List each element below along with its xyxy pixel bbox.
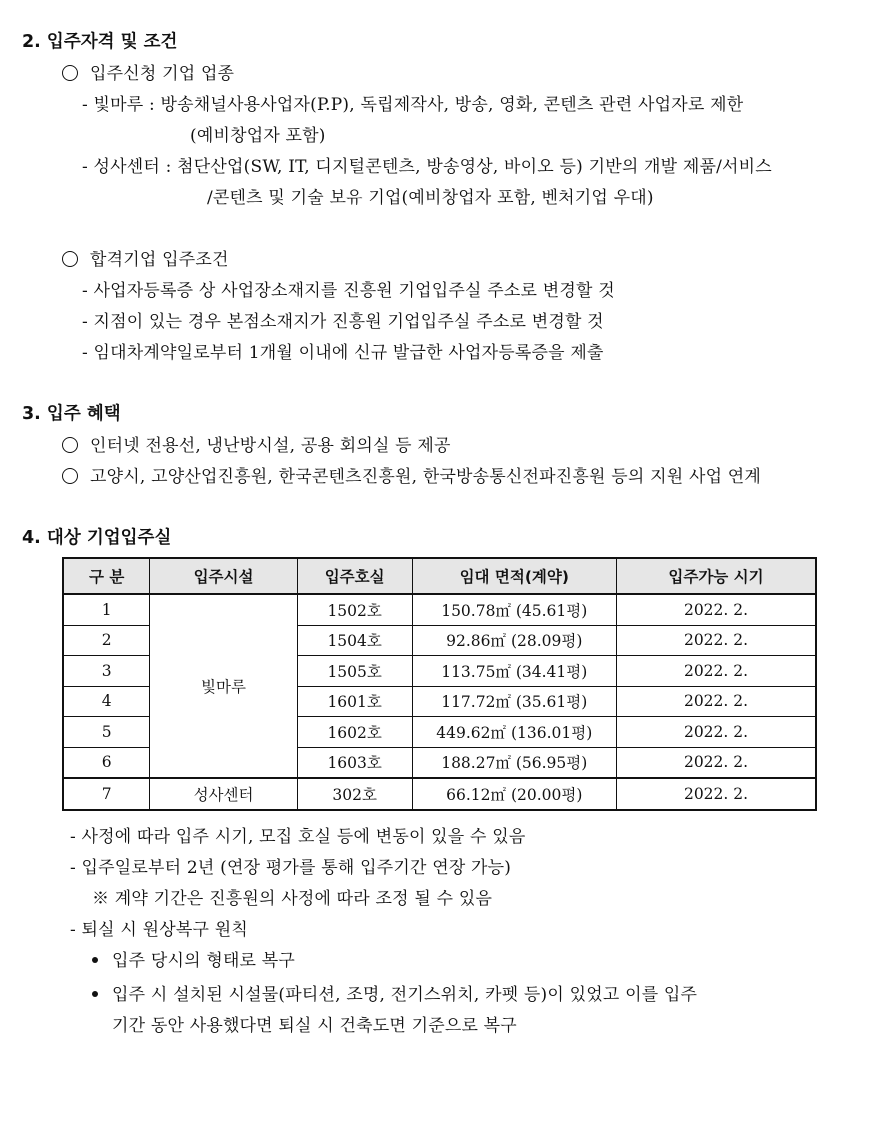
note-4: - 퇴실 시 원상복구 원칙 [70,920,248,940]
cell-no: 4 [63,686,150,717]
cell-room: 1504호 [297,625,412,656]
note-2: - 입주일로부터 2년 (연장 평가를 통해 입주기간 연장 가능) [70,858,512,878]
cell-date: 2022. 2. [617,778,816,810]
benefit-2-text: 고양시, 고양산업진흥원, 한국콘텐츠진흥원, 한국방송통신전파진흥원 등의 지원 사업 연계 [90,467,762,487]
cell-area: 117.72㎡ (35.61평) [412,686,617,717]
col-header-room: 입주호실 [297,558,412,594]
seongsa-industry-line: - 성사센터 : 첨단산업(SW, IT, 디지털콘텐츠, 방송영상, 바이오 등) 기반의 개발 제품/서비스 [82,157,772,177]
benefit-1-text: 인터넷 전용선, 냉난방시설, 공용 회의실 등 제공 [90,436,451,456]
dot-bullet-icon [92,957,98,963]
section-3-heading: 3. 입주 혜택 [22,404,121,424]
condition-1: - 사업자등록증 상 사업장소재지를 진흥원 기업입주실 주소로 변경할 것 [82,281,615,301]
cell-area: 449.62㎡ (136.01평) [412,717,617,748]
table-row [63,594,816,625]
cell-area: 66.12㎡ (20.00평) [412,778,617,810]
bullet-item-2 [92,980,697,1005]
cell-room: 302호 [297,778,412,810]
cell-facility: 성사센터 [150,778,298,810]
condition-3: - 임대차계약일로부터 1개월 이내에 신규 발급한 사업자등록증을 제출 [82,343,604,363]
cell-room: 1601호 [297,686,412,717]
bullet-item-1-text: 입주 당시의 형태로 복구 [112,951,296,971]
cell-no: 3 [63,656,150,687]
circle-bullet-icon [62,65,78,81]
room-table [62,557,817,811]
section-2-heading: 2. 입주자격 및 조건 [22,32,178,52]
cell-date: 2022. 2. [617,747,816,778]
applicant-industry-label: 입주신청 기업 업종 [90,64,235,84]
note-1: - 사정에 따라 입주 시기, 모집 호실 등에 변동이 있을 수 있음 [70,827,526,847]
cell-area: 113.75㎡ (34.41평) [412,656,617,687]
cell-date: 2022. 2. [617,625,816,656]
col-header-area: 임대 면적(계약) [412,558,617,594]
condition-2: - 지점이 있는 경우 본점소재지가 진흥원 기업입주실 주소로 변경할 것 [82,312,604,332]
section-4-heading: 4. 대상 기업입주실 [22,528,172,548]
cell-no: 2 [63,625,150,656]
table-header-row [63,558,816,594]
benefit-1 [62,431,451,456]
circle-bullet-icon [62,251,78,267]
bitmaru-industry-line2: (예비창업자 포함) [190,126,326,146]
bullet-item-2-line2: 기간 동안 사용했다면 퇴실 시 건축도면 기준으로 복구 [112,1016,517,1036]
col-header-date: 입주가능 시기 [617,558,816,594]
cell-facility-bitmaru: 빛마루 [150,594,298,778]
move-in-conditions-title [62,245,229,270]
note-3: ※ 계약 기간은 진흥원의 사정에 따라 조정 될 수 있음 [92,889,493,909]
benefit-2 [62,462,761,487]
cell-date: 2022. 2. [617,656,816,687]
cell-no: 5 [63,717,150,748]
cell-area: 188.27㎡ (56.95평) [412,747,617,778]
bullet-item-1 [92,946,295,971]
move-in-conditions-label: 합격기업 입주조건 [90,250,229,270]
cell-no: 7 [63,778,150,810]
col-header-facility: 입주시설 [150,558,298,594]
cell-date: 2022. 2. [617,686,816,717]
cell-date: 2022. 2. [617,594,816,625]
dot-bullet-icon [92,991,98,997]
cell-room: 1502호 [297,594,412,625]
seongsa-industry-line2: /콘텐츠 및 기술 보유 기업(예비창업자 포함, 벤처기업 우대) [207,188,654,208]
cell-area: 92.86㎡ (28.09평) [412,625,617,656]
bitmaru-industry-line: - 빛마루 : 방송채널사용사업자(P.P), 독립제작사, 방송, 영화, 콘텐츠 관련 사업자로 제한 [82,95,744,115]
circle-bullet-icon [62,468,78,484]
col-header-no: 구 분 [63,558,150,594]
table-row [63,778,816,810]
bullet-item-2-text: 입주 시 설치된 시설물(파티션, 조명, 전기스위치, 카펫 등)이 있었고 이를 입주 [112,985,698,1005]
circle-bullet-icon [62,437,78,453]
cell-room: 1603호 [297,747,412,778]
cell-no: 1 [63,594,150,625]
cell-date: 2022. 2. [617,717,816,748]
cell-room: 1505호 [297,656,412,687]
cell-area: 150.78㎡ (45.61평) [412,594,617,625]
cell-no: 6 [63,747,150,778]
applicant-industry-title [62,59,234,84]
cell-room: 1602호 [297,717,412,748]
